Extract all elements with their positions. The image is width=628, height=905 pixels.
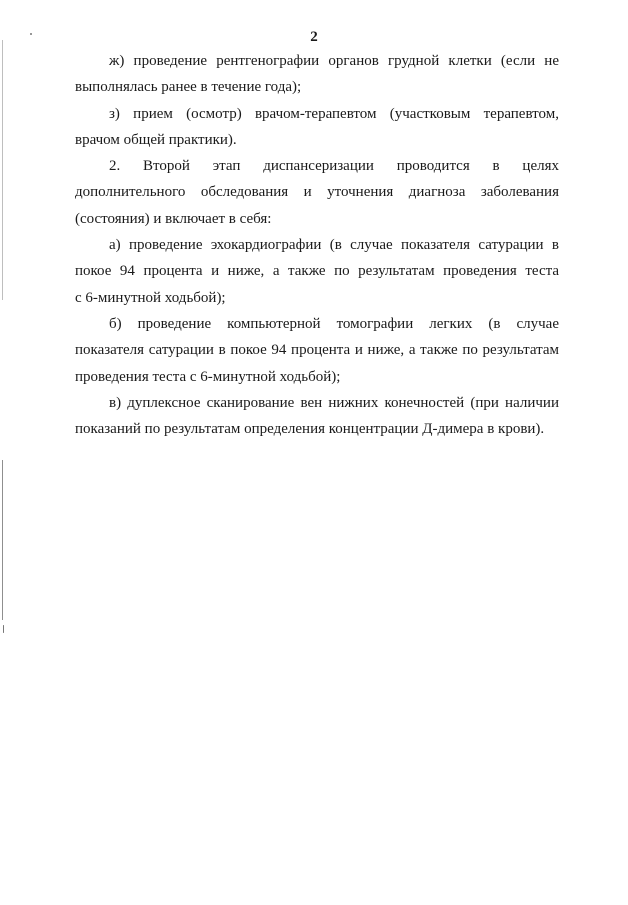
- paragraph-item-v: [75, 390, 559, 443]
- document-body: [75, 48, 559, 442]
- paragraph-line: дополнительного обследования и уточнения диагноза заболевания: [75, 184, 559, 201]
- scan-speck: [3, 625, 4, 633]
- paragraph-line: проведения теста с 6-минутной ходьбой);: [75, 368, 341, 385]
- paragraph-line: покое 94 процента и ниже, а также по результатам проведения теста: [75, 263, 559, 280]
- paragraph-line: в) дуплексное сканирование вен нижних конечностей (при наличии: [109, 394, 559, 411]
- paragraph-item-zh: [75, 48, 559, 101]
- paragraph-line: б) проведение компьютерной томографии легких (в случае: [109, 315, 559, 332]
- paragraph-item-z: [75, 101, 559, 154]
- paragraph-line: показаний по результатам определения концентрации Д-димера в крови).: [75, 421, 545, 438]
- paragraph-line: (состояния) и включает в себя:: [75, 210, 272, 227]
- paragraph-second-stage: [75, 153, 559, 232]
- scan-edge-mark: [2, 40, 3, 300]
- paragraph-line: а) проведение эхокардиографии (в случае показателя сатурации в: [109, 237, 559, 254]
- paragraph-line: з) прием (осмотр) врачом-терапевтом (участковым терапевтом,: [109, 105, 559, 122]
- paragraph-line: 2. Второй этап диспансеризации проводится в целях: [109, 158, 559, 175]
- paragraph-item-a: [75, 232, 559, 311]
- paragraph-line: ж) проведение рентгенографии органов грудной клетки (если не: [109, 53, 559, 69]
- paragraph-line: с 6-минутной ходьбой);: [75, 289, 226, 306]
- paragraph-item-b: [75, 311, 559, 390]
- paragraph-line: показателя сатурации в покое 94 процента и ниже, а также по результатам: [75, 342, 559, 359]
- paragraph-line: врачом общей практики).: [75, 131, 237, 148]
- paragraph-line: выполнялась ранее в течение года);: [75, 79, 302, 96]
- scan-edge-mark: [2, 460, 3, 620]
- page-number: 2: [310, 29, 318, 45]
